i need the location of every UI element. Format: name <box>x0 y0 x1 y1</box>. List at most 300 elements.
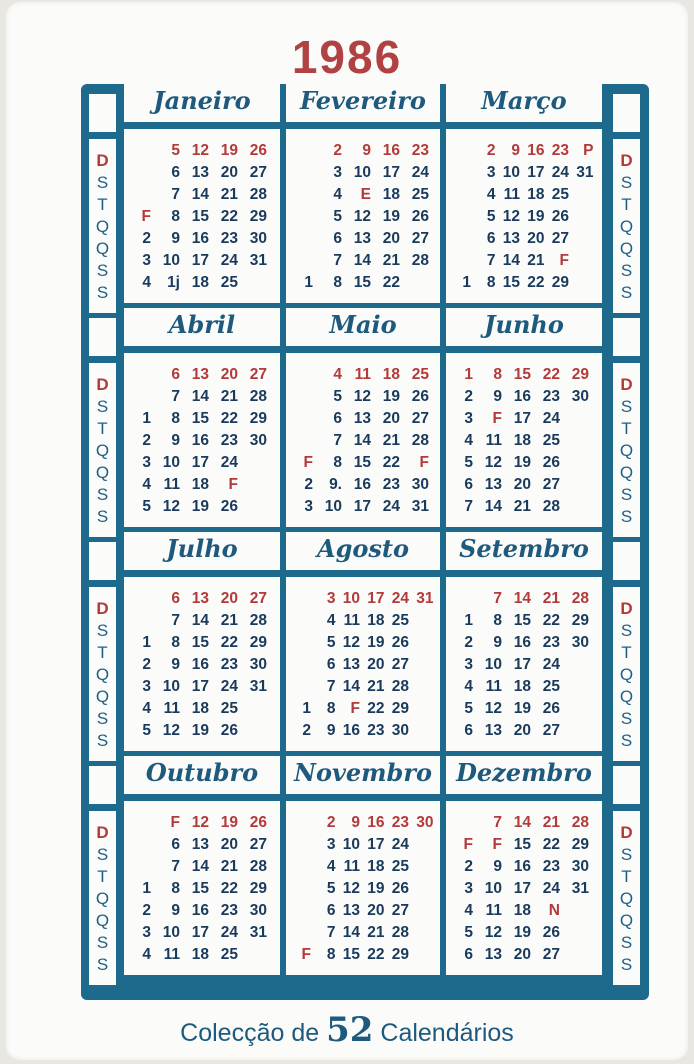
day-cell: 13 <box>191 836 209 853</box>
week-row <box>286 228 440 250</box>
day-cell: 3 <box>326 836 336 853</box>
week-row <box>446 720 602 742</box>
day-cell: 22 <box>542 612 560 629</box>
month-name: Fevereiro <box>300 86 426 115</box>
week-row <box>286 496 440 518</box>
day-cell: 10 <box>484 656 502 673</box>
day-cell: 1 <box>142 634 151 651</box>
day-cell: 15 <box>513 612 531 629</box>
weekday-letter: T <box>621 419 632 438</box>
day-cell: 2 <box>464 634 473 651</box>
month-header <box>286 756 440 794</box>
day-cell: 7 <box>486 252 496 269</box>
day-cell: F <box>492 836 502 853</box>
weekday-letter: S <box>620 507 633 526</box>
day-cell: 20 <box>220 590 238 607</box>
day-cell: 18 <box>382 366 400 383</box>
day-cell: 30 <box>249 230 267 247</box>
weekday-header-spacer <box>613 318 640 356</box>
day-cell: 3 <box>333 164 342 181</box>
week-row <box>286 632 440 654</box>
weekday-letter: Q <box>619 665 634 684</box>
week-row <box>446 812 602 834</box>
day-cell: F <box>228 476 238 493</box>
day-cell: 2 <box>333 142 342 159</box>
day-cell: 11 <box>485 902 502 919</box>
month-header <box>124 308 280 346</box>
day-cell: 27 <box>542 946 560 963</box>
week-row <box>286 250 440 272</box>
weekday-header-spacer <box>89 94 116 132</box>
day-cell: F <box>170 814 180 831</box>
day-cell: 26 <box>220 722 238 739</box>
day-cell: 26 <box>391 880 409 897</box>
weekday-letter: S <box>620 933 633 952</box>
day-cell: 5 <box>333 208 342 225</box>
week-row <box>286 834 440 856</box>
day-cell: 5 <box>464 454 473 471</box>
month-days <box>446 353 602 527</box>
weekday-header-spacer <box>613 94 640 132</box>
week-row <box>286 140 440 162</box>
day-cell: 11 <box>163 476 180 493</box>
day-cell: 28 <box>411 432 429 449</box>
day-cell: 6 <box>486 230 496 247</box>
day-cell: 14 <box>191 612 209 629</box>
week-row <box>286 206 440 228</box>
day-cell: 7 <box>333 432 342 449</box>
day-cell: 11 <box>163 946 180 963</box>
day-cell: 22 <box>220 410 238 427</box>
month-setembro <box>446 532 602 751</box>
day-cell: 10 <box>342 836 360 853</box>
day-cell: 4 <box>464 902 473 919</box>
week-row <box>446 228 602 250</box>
day-cell: 15 <box>353 454 371 471</box>
day-cell: 31 <box>411 498 429 515</box>
week-row <box>286 676 440 698</box>
day-cell: 23 <box>391 814 409 831</box>
day-cell: 4 <box>333 366 342 383</box>
day-cell: 25 <box>391 858 409 875</box>
day-cell: 2 <box>142 432 151 449</box>
weekday-letter: T <box>97 643 108 662</box>
calendar-year: 1986 <box>291 31 403 83</box>
day-cell: 30 <box>249 656 267 673</box>
week-row <box>124 698 280 720</box>
day-cell: 21 <box>220 388 238 405</box>
day-cell: 3 <box>142 924 151 941</box>
day-cell: 10 <box>162 678 180 695</box>
week-row <box>124 474 280 496</box>
week-row <box>286 856 440 878</box>
weekday-letter: S <box>96 955 109 974</box>
day-cell: 6 <box>333 230 342 247</box>
day-cell: 31 <box>571 880 589 897</box>
day-cell: 9 <box>511 142 520 159</box>
day-cell: 4 <box>142 476 151 493</box>
week-row <box>446 272 602 294</box>
month-dezembro <box>446 756 602 975</box>
weekday-letter: Q <box>95 665 110 684</box>
weekday-letter-block <box>613 811 640 985</box>
day-cell: 26 <box>542 454 560 471</box>
day-cell: 5 <box>326 880 336 897</box>
day-cell: 17 <box>191 678 209 695</box>
month-header <box>124 84 280 122</box>
day-cell: 23 <box>542 634 560 651</box>
week-row <box>124 250 280 272</box>
day-cell: 25 <box>542 678 560 695</box>
day-cell: 27 <box>542 476 560 493</box>
day-cell: 14 <box>502 252 520 269</box>
day-cell: 23 <box>542 388 560 405</box>
month-header <box>446 532 602 570</box>
day-cell: 18 <box>367 612 385 629</box>
week-row <box>124 140 280 162</box>
day-cell: 7 <box>171 858 180 875</box>
month-fevereiro <box>286 84 440 303</box>
month-header <box>286 84 440 122</box>
weekday-letter: Q <box>619 239 634 258</box>
month-days <box>446 801 602 975</box>
week-row <box>286 408 440 430</box>
day-cell: 29 <box>391 946 409 963</box>
day-cell: 11 <box>354 366 371 383</box>
week-row <box>124 878 280 900</box>
day-cell: 16 <box>527 142 545 159</box>
weekday-header-spacer <box>89 766 116 804</box>
day-cell: 15 <box>353 274 371 291</box>
day-cell: 24 <box>220 678 238 695</box>
day-cell: 16 <box>382 142 400 159</box>
weekday-letter: S <box>96 731 109 750</box>
week-row <box>286 430 440 452</box>
day-cell: 8 <box>326 700 336 717</box>
day-cell: 17 <box>353 498 371 515</box>
day-cell: 24 <box>220 252 238 269</box>
week-row <box>446 452 602 474</box>
day-cell: 4 <box>333 186 342 203</box>
day-cell: 9 <box>171 432 180 449</box>
day-cell: 28 <box>391 924 409 941</box>
day-cell: 26 <box>542 700 560 717</box>
week-row <box>446 162 602 184</box>
weekday-letter: S <box>96 485 109 504</box>
day-cell: 14 <box>353 432 371 449</box>
month-name: Julho <box>166 534 238 563</box>
day-cell: 18 <box>367 858 385 875</box>
day-cell: 6 <box>171 366 180 383</box>
day-cell: 19 <box>527 208 545 225</box>
day-cell: 7 <box>171 388 180 405</box>
month-name: Outubro <box>145 758 259 787</box>
day-cell: 24 <box>220 454 238 471</box>
day-cell: 18 <box>513 432 531 449</box>
day-cell: 3 <box>142 454 151 471</box>
day-cell: 23 <box>220 432 238 449</box>
day-cell: 13 <box>484 946 502 963</box>
week-row <box>446 408 602 430</box>
day-cell: 13 <box>484 476 502 493</box>
day-cell: 26 <box>220 498 238 515</box>
day-cell: F <box>463 836 473 853</box>
day-cell: 22 <box>220 880 238 897</box>
day-cell: 26 <box>249 814 267 831</box>
day-cell: 9 <box>326 722 336 739</box>
day-cell: 19 <box>513 454 531 471</box>
weekday-letter: S <box>620 283 633 302</box>
week-row <box>286 922 440 944</box>
day-cell: F <box>301 946 311 963</box>
week-row <box>446 922 602 944</box>
day-cell: 27 <box>551 230 569 247</box>
week-row <box>446 698 602 720</box>
day-cell: 8 <box>493 612 502 629</box>
day-cell: 5 <box>486 208 496 225</box>
day-cell: 23 <box>220 902 238 919</box>
day-cell: 9 <box>171 230 180 247</box>
day-cell: 8 <box>171 880 180 897</box>
week-row <box>446 654 602 676</box>
day-cell: 31 <box>249 678 267 695</box>
day-cell: 7 <box>326 924 336 941</box>
week-row <box>446 250 602 272</box>
weekday-letter: D <box>96 823 109 842</box>
day-cell: 8 <box>326 946 336 963</box>
weekday-letter: S <box>620 397 633 416</box>
day-cell: 27 <box>391 656 409 673</box>
day-cell: 5 <box>142 722 151 739</box>
day-cell: 7 <box>464 498 473 515</box>
month-name: Março <box>481 86 567 115</box>
day-cell: 4 <box>326 612 336 629</box>
day-cell: 16 <box>191 230 209 247</box>
month-days <box>124 577 280 751</box>
day-cell: 24 <box>220 924 238 941</box>
day-cell: 3 <box>326 590 336 607</box>
week-row <box>286 878 440 900</box>
week-row <box>124 610 280 632</box>
day-cell: 4 <box>142 700 151 717</box>
month-header <box>446 84 602 122</box>
day-cell: 12 <box>342 634 360 651</box>
day-cell: 12 <box>191 142 209 159</box>
weekday-letter: S <box>620 261 633 280</box>
day-cell: E <box>360 186 371 203</box>
day-cell: 13 <box>342 902 360 919</box>
day-cell: 1 <box>142 410 151 427</box>
day-cell: 11 <box>503 186 520 203</box>
week-row <box>446 496 602 518</box>
week-row <box>446 900 602 922</box>
day-cell: 22 <box>220 208 238 225</box>
day-cell: 21 <box>382 432 400 449</box>
day-cell: 25 <box>220 700 238 717</box>
month-header <box>286 308 440 346</box>
month-days <box>124 801 280 975</box>
week-row <box>286 944 440 966</box>
day-cell: 4 <box>486 186 496 203</box>
day-cell: 18 <box>527 186 545 203</box>
day-cell: 10 <box>342 590 360 607</box>
day-cell: 4 <box>464 678 473 695</box>
week-row <box>124 452 280 474</box>
week-row <box>286 452 440 474</box>
day-cell: 27 <box>249 164 267 181</box>
day-cell: 20 <box>220 366 238 383</box>
day-cell: 22 <box>367 946 385 963</box>
day-cell: 6 <box>464 722 473 739</box>
weekday-letter: S <box>96 397 109 416</box>
day-cell: 20 <box>220 164 238 181</box>
day-cell: 8 <box>486 274 496 291</box>
day-cell: 19 <box>191 722 209 739</box>
day-cell: 9 <box>171 656 180 673</box>
day-cell: 31 <box>416 590 434 607</box>
week-row <box>124 834 280 856</box>
day-cell: 2 <box>142 230 151 247</box>
week-row <box>124 900 280 922</box>
day-cell: 6 <box>326 902 336 919</box>
day-cell: 29 <box>249 634 267 651</box>
day-cell: 14 <box>342 924 360 941</box>
day-cell: 8 <box>493 366 502 383</box>
week-row <box>124 496 280 518</box>
month-header <box>124 756 280 794</box>
day-cell: 12 <box>484 924 502 941</box>
week-row <box>446 676 602 698</box>
day-cell: 20 <box>367 902 385 919</box>
day-cell: 3 <box>464 410 473 427</box>
week-row <box>124 206 280 228</box>
week-row <box>124 430 280 452</box>
week-row <box>124 408 280 430</box>
week-row <box>446 610 602 632</box>
day-cell: 5 <box>142 498 151 515</box>
month-março <box>446 84 602 303</box>
day-cell: 14 <box>191 388 209 405</box>
week-row <box>446 386 602 408</box>
day-cell: 14 <box>353 252 371 269</box>
day-cell: 19 <box>220 142 238 159</box>
month-junho <box>446 308 602 527</box>
day-cell: 16 <box>191 432 209 449</box>
weekday-letter: D <box>96 151 109 170</box>
day-cell: 24 <box>382 498 400 515</box>
week-row <box>286 184 440 206</box>
day-cell: 23 <box>382 476 400 493</box>
month-name: Abril <box>168 310 236 339</box>
day-cell: 10 <box>353 164 371 181</box>
week-row <box>286 364 440 386</box>
day-cell: 14 <box>513 590 531 607</box>
day-cell: 13 <box>191 366 209 383</box>
day-cell: 26 <box>391 634 409 651</box>
weekday-letter: Q <box>95 687 110 706</box>
day-cell: 8 <box>333 454 342 471</box>
week-row <box>286 720 440 742</box>
month-novembro <box>286 756 440 975</box>
week-row <box>124 856 280 878</box>
month-days <box>286 129 440 303</box>
day-cell: 12 <box>162 722 180 739</box>
day-cell: 26 <box>542 924 560 941</box>
day-cell: 1 <box>142 880 151 897</box>
weekday-letter: S <box>96 173 109 192</box>
day-cell: 30 <box>249 902 267 919</box>
week-row <box>446 206 602 228</box>
week-row <box>446 878 602 900</box>
day-cell: 1 <box>304 274 313 291</box>
day-cell: 20 <box>220 836 238 853</box>
day-cell: 30 <box>571 858 589 875</box>
day-cell: 28 <box>249 858 267 875</box>
day-cell: 19 <box>220 814 238 831</box>
week-row <box>124 386 280 408</box>
week-row <box>446 364 602 386</box>
day-cell: 21 <box>367 924 385 941</box>
day-cell: 24 <box>391 836 409 853</box>
day-cell: 18 <box>191 274 209 291</box>
day-cell: 20 <box>382 230 400 247</box>
day-cell: 30 <box>571 388 589 405</box>
day-cell: 2 <box>142 902 151 919</box>
week-row <box>124 676 280 698</box>
day-cell: 4 <box>464 432 473 449</box>
day-cell: 31 <box>249 924 267 941</box>
day-cell: 7 <box>493 590 502 607</box>
weekday-letter: Q <box>95 441 110 460</box>
day-cell: 11 <box>485 432 502 449</box>
day-cell: 2 <box>304 476 313 493</box>
day-cell: 31 <box>576 164 594 181</box>
day-cell: 3 <box>486 164 496 181</box>
day-cell: 17 <box>191 454 209 471</box>
day-cell: 16 <box>191 902 209 919</box>
day-cell: 24 <box>542 410 560 427</box>
week-row <box>446 430 602 452</box>
month-maio <box>286 308 440 527</box>
day-cell: 23 <box>551 142 569 159</box>
week-row <box>286 812 440 834</box>
day-cell: 27 <box>249 590 267 607</box>
week-row <box>446 474 602 496</box>
day-cell: 29 <box>391 700 409 717</box>
day-cell: 28 <box>571 814 589 831</box>
weekday-letter: D <box>620 599 633 618</box>
weekday-letter: T <box>621 195 632 214</box>
week-row <box>446 588 602 610</box>
day-cell: 15 <box>191 208 209 225</box>
week-row <box>446 944 602 966</box>
day-cell: 7 <box>171 186 180 203</box>
day-cell: 17 <box>191 252 209 269</box>
day-cell: 6 <box>464 476 473 493</box>
month-days <box>124 129 280 303</box>
day-cell: 5 <box>326 634 336 651</box>
day-cell: 10 <box>502 164 520 181</box>
day-cell: 19 <box>382 208 400 225</box>
day-cell: 17 <box>513 410 531 427</box>
day-cell: 24 <box>551 164 569 181</box>
month-days <box>286 801 440 975</box>
day-cell: 6 <box>333 410 342 427</box>
day-cell: F <box>350 700 360 717</box>
day-cell: 26 <box>411 208 429 225</box>
day-cell: 1 <box>302 700 311 717</box>
month-name: Agosto <box>316 534 409 563</box>
